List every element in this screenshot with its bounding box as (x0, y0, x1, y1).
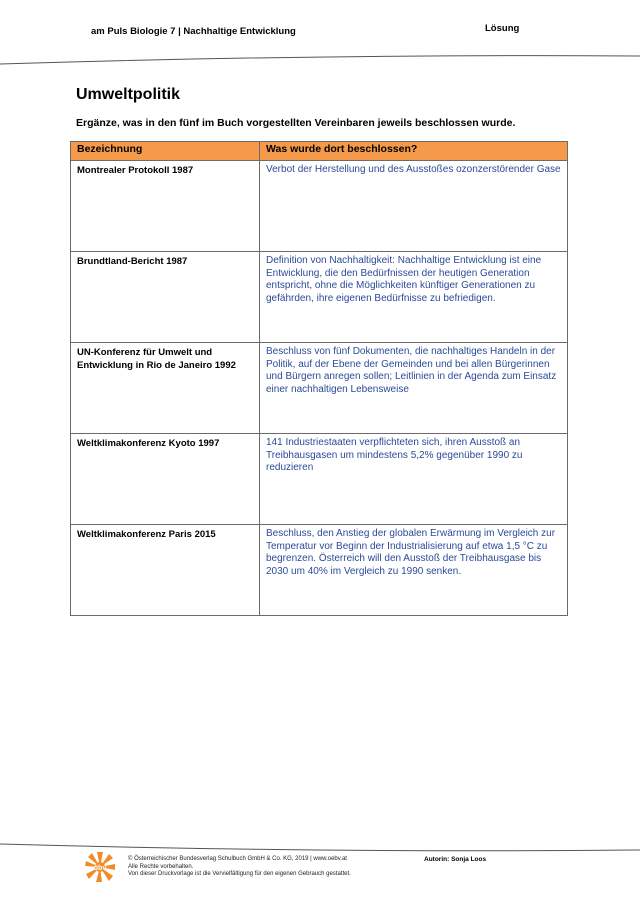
header-solution-label: Lösung (485, 23, 520, 34)
table-row (71, 343, 568, 434)
agreement-result: Beschluss von fünf Dokumenten, die nachhaltiges Handeln in der Politik, auf der Ebene der Gemeinden und bei allen Bürgerinnen und Bürgern anregen sollen; Leitlinien in der Agenda zum Einsatz einer nachhaltigen Lebensweise (260, 343, 568, 434)
agreement-name: Montrealer Protokoll 1987 (71, 161, 260, 252)
agreement-name: Weltklimakonferenz Kyoto 1997 (71, 434, 260, 525)
agreement-result: Verbot der Herstellung und des Ausstoßes ozonzerstörender Gase (260, 161, 568, 252)
footer-rights: Alle Rechte vorbehalten. (128, 863, 194, 870)
agreement-name: Brundtland-Bericht 1987 (71, 252, 260, 343)
task-instruction: Ergänze, was in den fünf im Buch vorgestellten Vereinbaren jeweils beschlossen wurde. (76, 117, 516, 129)
table-header-row (71, 142, 568, 161)
header-series-title: am Puls Biologie 7 | Nachhaltige Entwicklung (91, 26, 296, 37)
header-divider (0, 52, 640, 66)
table-row (71, 434, 568, 525)
footer-copyright: © Österreichischer Bundesverlag Schulbuch GmbH & Co. KG, 2019 | www.oebv.at (128, 856, 347, 862)
logo-text: öbv (93, 865, 107, 872)
agreements-table (70, 141, 568, 616)
footer-notice: Von dieser Druckvorlage ist die Vervielfältigung für den eigenen Gebrauch gestattet. (128, 871, 351, 878)
agreement-result: Definition von Nachhaltigkeit: Nachhaltige Entwicklung ist eine Entwicklung, die den Bedürfnissen der heutigen Generation entspricht, ohne die Möglichkeiten künftiger Generationen zu gefährden, ihre eigenen Bedürfnisse zu befriedigen. (260, 252, 568, 343)
table-row (71, 252, 568, 343)
table-row (71, 525, 568, 616)
agreement-name: UN-Konferenz für Umwelt und Entwicklung in Rio de Janeiro 1992 (71, 343, 260, 434)
agreement-result: Beschluss, den Anstieg der globalen Erwärmung im Vergleich zur Temperatur vor Beginn der Industrialisierung auf etwa 1,5 °C zu begrenzen. Österreich will den Ausstoß der Treibhausgase bis 2030 um 40% im Vergleich zu 1990 senken. (260, 525, 568, 616)
footer-author: Autorin: Sonja Loos (424, 856, 487, 863)
oebv-logo-icon (84, 851, 116, 885)
agreement-result: 141 Industriestaaten verpflichteten sich, ihren Ausstoß an Treibhausgasen um mindestens 5,2% gegenüber 1990 zu reduzieren (260, 434, 568, 525)
table-row (71, 161, 568, 252)
column-header-name: Bezeichnung (71, 142, 260, 161)
footer-legal (128, 856, 351, 879)
agreement-name: Weltklimakonferenz Paris 2015 (71, 525, 260, 616)
page-title: Umweltpolitik (76, 86, 181, 103)
column-header-result: Was wurde dort beschlossen? (260, 142, 568, 161)
